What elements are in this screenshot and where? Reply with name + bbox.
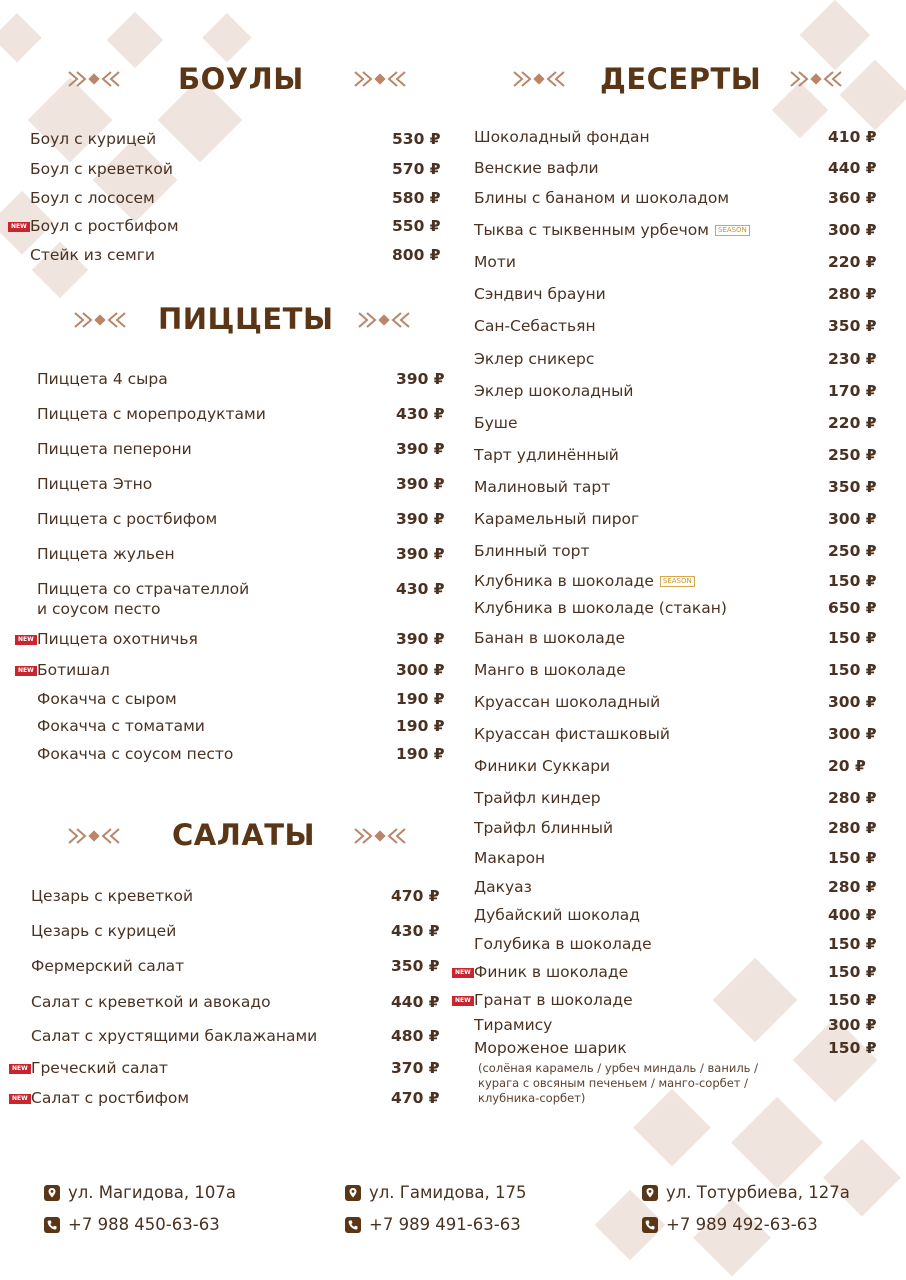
address-text: ул. Гамидова, 175	[369, 1183, 527, 1202]
menu-item-name: Трайфл блинный	[474, 819, 614, 837]
menu-item-price: 430 ₽	[396, 405, 445, 423]
title-ornament-icon	[352, 68, 408, 90]
season-badge: SEASON	[660, 576, 695, 587]
menu-item-price: 220 ₽	[828, 414, 877, 432]
menu-item-price: 390 ₽	[396, 440, 445, 458]
phone-text: +7 988 450-63-63	[68, 1215, 220, 1234]
menu-item-price: 150 ₽	[828, 963, 877, 981]
title-ornament-icon	[66, 825, 122, 847]
menu-item-name: Пиццета пеперони	[37, 440, 192, 458]
menu-item-name: Клубника в шоколаде SEASON	[474, 571, 695, 591]
menu-item-name: Пиццета жульен	[37, 545, 175, 563]
section-title-bowls: БОУЛЫ	[178, 62, 304, 96]
menu-item-name: Дубайский шоколад	[474, 906, 641, 924]
menu-item-price: 280 ₽	[828, 878, 877, 896]
title-ornament-icon	[511, 68, 567, 90]
menu-item-name: Ботишал	[37, 661, 110, 679]
menu-item-name: Салат с креветкой и авокадо	[31, 993, 271, 1011]
menu-item-price: 370 ₽	[391, 1059, 440, 1077]
section-title-desserts: ДЕСЕРТЫ	[600, 62, 762, 96]
menu-item-name: Салат с ростбифом	[31, 1089, 190, 1107]
phone-2[interactable]	[345, 1215, 521, 1234]
menu-item-price: 480 ₽	[391, 1027, 440, 1045]
menu-item-price: 220 ₽	[828, 253, 877, 271]
menu-item-name: Дакуаз	[474, 878, 532, 896]
menu-item-price: 150 ₽	[828, 1039, 877, 1057]
menu-item-price: 300 ₽	[828, 1016, 877, 1034]
menu-item-name: Фермерский салат	[31, 957, 185, 975]
map-pin-icon	[345, 1185, 361, 1201]
phone-text: +7 989 492-63-63	[666, 1215, 818, 1234]
title-ornament-icon	[72, 309, 128, 331]
menu-item-name: Фокачча с томатами	[37, 717, 205, 735]
ice-cream-flavors-note: (солёная карамель / урбеч миндаль / ваниль / курага с овсяным печеньем / манго-сорбет / клубника-сорбет)	[478, 1061, 758, 1105]
map-pin-icon	[44, 1185, 60, 1201]
ornament-top-right	[760, 0, 906, 180]
phone-icon	[345, 1217, 361, 1233]
menu-item-price: 150 ₽	[828, 572, 877, 590]
menu-item-name: Мороженое шарик	[474, 1039, 627, 1057]
phone-3[interactable]	[642, 1215, 818, 1234]
season-badge: SEASON	[715, 225, 750, 236]
menu-item-price: 440 ₽	[828, 159, 877, 177]
menu-item-price: 250 ₽	[828, 446, 877, 464]
menu-item-name: Тирамису	[474, 1016, 553, 1034]
menu-item-name: Круассан фисташковый	[474, 725, 670, 743]
new-badge: NEW	[452, 968, 474, 978]
menu-item-price: 350 ₽	[391, 957, 440, 975]
menu-item-price: 550 ₽	[392, 217, 441, 235]
address-3	[642, 1183, 850, 1202]
menu-item-price: 350 ₽	[828, 317, 877, 335]
menu-item-name: Шоколадный фондан	[474, 128, 650, 146]
menu-item-price: 250 ₽	[828, 542, 877, 560]
menu-item-price: 570 ₽	[392, 160, 441, 178]
menu-item-name: Голубика в шоколаде	[474, 935, 652, 953]
menu-item-price: 190 ₽	[396, 717, 445, 735]
menu-item-name: Боул с креветкой	[30, 160, 173, 178]
menu-item-name: Круассан шоколадный	[474, 693, 661, 711]
menu-item-name: Салат с хрустящими баклажанами	[31, 1027, 318, 1045]
menu-item-price: 390 ₽	[396, 475, 445, 493]
menu-item-name: Сэндвич брауни	[474, 285, 606, 303]
menu-item-price: 580 ₽	[392, 189, 441, 207]
menu-item-name: Макарон	[474, 849, 546, 867]
menu-item-name: Тыква с тыквенным урбечом SEASON	[474, 220, 750, 240]
menu-item-name: Стейк из семги	[30, 246, 155, 264]
menu-item-name: Финик в шоколаде	[474, 963, 629, 981]
new-badge: NEW	[452, 996, 474, 1006]
menu-item-name: Гранат в шоколаде	[474, 991, 633, 1009]
phone-1[interactable]	[44, 1215, 220, 1234]
menu-item-name: Блинный торт	[474, 542, 590, 560]
new-badge: NEW	[15, 635, 37, 645]
menu-item-name: Банан в шоколаде	[474, 629, 626, 647]
menu-item-price: 170 ₽	[828, 382, 877, 400]
new-badge: NEW	[15, 666, 37, 676]
menu-item-price: 430 ₽	[391, 922, 440, 940]
menu-item-name: Боул с курицей	[30, 130, 157, 148]
title-ornament-icon	[788, 68, 844, 90]
menu-item-name: Пиццета 4 сыра	[37, 370, 168, 388]
menu-item-price: 150 ₽	[828, 935, 877, 953]
menu-item-price: 360 ₽	[828, 189, 877, 207]
menu-item-price: 150 ₽	[828, 849, 877, 867]
menu-item-name: Пиццета с ростбифом	[37, 510, 218, 528]
menu-item-name: Блины с бананом и шоколадом	[474, 189, 730, 207]
menu-item-name-line2: и соусом песто	[37, 600, 161, 618]
title-ornament-icon	[352, 825, 408, 847]
menu-item-name: Пиццета со страчателлой и соусом песто	[37, 580, 250, 618]
address-text: ул. Магидова, 107а	[68, 1183, 236, 1202]
menu-item-name: Пиццета Этно	[37, 475, 153, 493]
phone-icon	[642, 1217, 658, 1233]
menu-item-name: Моти	[474, 253, 516, 271]
menu-item-price: 390 ₽	[396, 510, 445, 528]
menu-item-name: Буше	[474, 414, 518, 432]
menu-item-price: 800 ₽	[392, 246, 441, 264]
menu-item-name: Фокачча с сыром	[37, 690, 177, 708]
menu-item-price: 470 ₽	[391, 887, 440, 905]
menu-item-price: 190 ₽	[396, 745, 445, 763]
menu-item-name: Боул с лососем	[30, 189, 155, 207]
menu-item-name: Эклер шоколадный	[474, 382, 634, 400]
menu-item-name: Венские вафли	[474, 159, 599, 177]
menu-item-price: 280 ₽	[828, 789, 877, 807]
menu-item-price: 350 ₽	[828, 478, 877, 496]
menu-item-name: Клубника в шоколаде (стакан)	[474, 599, 727, 617]
menu-item-name: Цезарь с креветкой	[31, 887, 194, 905]
menu-item-price: 400 ₽	[828, 906, 877, 924]
menu-item-price: 280 ₽	[828, 819, 877, 837]
address-2	[345, 1183, 526, 1202]
menu-item-price: 650 ₽	[828, 599, 877, 617]
menu-item-price: 530 ₽	[392, 130, 441, 148]
menu-item-price: 150 ₽	[828, 991, 877, 1009]
menu-item-name: Эклер сникерс	[474, 350, 595, 368]
menu-item-price: 440 ₽	[391, 993, 440, 1011]
menu-item-name: Пиццета с морепродуктами	[37, 405, 266, 423]
phone-icon	[44, 1217, 60, 1233]
address-text: ул. Тотурбиева, 127а	[666, 1183, 850, 1202]
phone-text: +7 989 491-63-63	[369, 1215, 521, 1234]
menu-item-name: Трайфл киндер	[474, 789, 601, 807]
menu-item-price: 20 ₽	[828, 757, 866, 775]
menu-item-name: Тарт удлинённый	[474, 446, 619, 464]
menu-item-price: 300 ₽	[828, 221, 877, 239]
menu-item-price: 430 ₽	[396, 580, 445, 598]
title-ornament-icon	[66, 68, 122, 90]
menu-item-price: 390 ₽	[396, 370, 445, 388]
map-pin-icon	[642, 1185, 658, 1201]
menu-item-price: 390 ₽	[396, 545, 445, 563]
menu-item-price: 280 ₽	[828, 285, 877, 303]
new-badge: NEW	[9, 1094, 31, 1104]
menu-item-price: 150 ₽	[828, 661, 877, 679]
menu-item-price: 390 ₽	[396, 630, 445, 648]
menu-item-name: Карамельный пирог	[474, 510, 640, 528]
menu-item-name: Финики Суккари	[474, 757, 611, 775]
menu-item-name: Боул с ростбифом	[30, 217, 179, 235]
menu-item-price: 150 ₽	[828, 629, 877, 647]
section-title-pizzettes: ПИЦЦЕТЫ	[158, 302, 334, 336]
menu-item-price: 300 ₽	[828, 510, 877, 528]
new-badge: NEW	[9, 1064, 31, 1074]
menu-item-price: 410 ₽	[828, 128, 877, 146]
menu-item-name: Греческий салат	[31, 1059, 168, 1077]
menu-item-price: 300 ₽	[828, 693, 877, 711]
address-1	[44, 1183, 236, 1202]
menu-item-name: Сан-Себастьян	[474, 317, 596, 335]
menu-item-price: 190 ₽	[396, 690, 445, 708]
menu-item-price: 300 ₽	[828, 725, 877, 743]
menu-item-name: Малиновый тарт	[474, 478, 611, 496]
menu-item-price: 300 ₽	[396, 661, 445, 679]
menu-item-name: Пиццета охотничья	[37, 630, 198, 648]
title-ornament-icon	[356, 309, 412, 331]
section-title-salads: САЛАТЫ	[172, 818, 316, 852]
menu-item-name: Фокачча с соусом песто	[37, 745, 234, 763]
menu-item-price: 230 ₽	[828, 350, 877, 368]
new-badge: NEW	[8, 222, 30, 232]
menu-item-name: Манго в шоколаде	[474, 661, 626, 679]
menu-item-price: 470 ₽	[391, 1089, 440, 1107]
menu-item-name: Цезарь с курицей	[31, 922, 177, 940]
